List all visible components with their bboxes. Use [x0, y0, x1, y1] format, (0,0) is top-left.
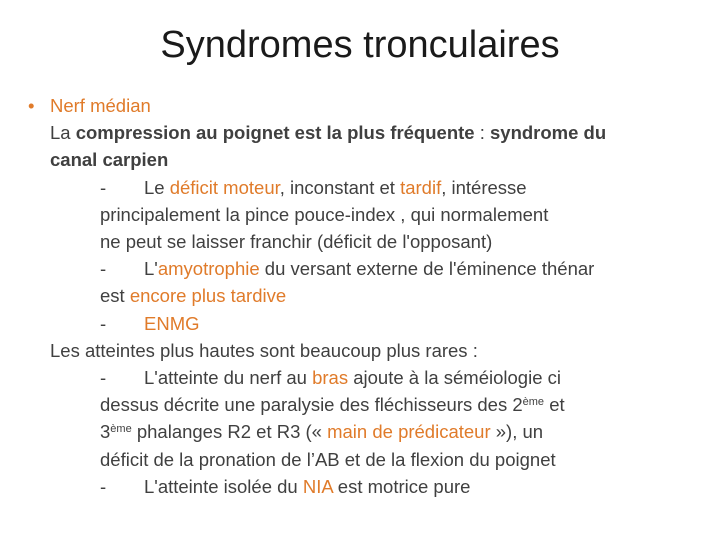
text-line: canal carpien	[50, 149, 169, 171]
text-span: , intéresse	[441, 176, 527, 198]
text-span: et	[544, 394, 565, 416]
text-span: est	[100, 285, 130, 307]
text-span: :	[474, 122, 490, 144]
dash-item	[28, 364, 708, 391]
bullet-item	[28, 92, 708, 119]
text-span: du versant externe de l'éminence thénar	[259, 258, 595, 280]
text-span: »), un	[490, 421, 544, 443]
highlight-text: tardif	[400, 176, 442, 198]
text-line: déficit de la pronation de l’AB et de la flexion du poignet	[100, 448, 556, 470]
dash-item	[28, 473, 708, 500]
text-span: 3	[100, 421, 111, 443]
text-span: L'	[144, 258, 158, 280]
dash-item	[28, 255, 708, 282]
highlight-text: encore plus tardive	[129, 285, 287, 307]
dash-marker: -	[100, 475, 107, 497]
slide-title: Syndromes tronculaires	[160, 24, 560, 66]
text-span: L'atteinte isolée du	[144, 475, 303, 497]
text-span: dessus décrite une paralysie des fléchisseurs des 2	[100, 394, 523, 416]
highlight-text: déficit moteur	[169, 176, 280, 198]
highlight-text: amyotrophie	[157, 258, 260, 280]
text-line: ne peut se laisser franchir (déficit de l'opposant)	[100, 231, 493, 253]
text-line	[28, 391, 708, 418]
text-line	[28, 282, 708, 309]
dash-item	[28, 310, 708, 337]
text-line: principalement la pince pouce-index , qui normalement	[100, 203, 549, 225]
superscript: ème	[522, 396, 545, 409]
dash-item	[28, 174, 708, 201]
text-span: Le	[144, 176, 170, 198]
highlight-text: bras	[312, 367, 349, 389]
bullet-icon: •	[28, 95, 35, 116]
text-span: ajoute à la séméiologie ci	[348, 367, 561, 389]
text-line	[28, 119, 708, 146]
dash-marker: -	[100, 258, 107, 280]
highlight-text: main de prédicateur	[327, 421, 491, 443]
highlight-text: ENMG	[144, 312, 200, 334]
bold-text: syndrome du	[490, 122, 607, 144]
text-line	[28, 418, 708, 445]
superscript: ème	[110, 423, 132, 436]
text-span: phalanges R2 et R3 («	[131, 421, 328, 443]
bullet-heading: Nerf médian	[50, 95, 151, 116]
text-line: Les atteintes plus hautes sont beaucoup plus rares :	[50, 339, 478, 361]
text-span: La	[50, 122, 76, 144]
dash-marker: -	[100, 312, 107, 334]
text-span: , inconstant et	[279, 176, 401, 198]
dash-marker: -	[100, 176, 107, 198]
bold-text: compression au poignet est la plus fréquente	[75, 122, 475, 144]
highlight-text: NIA	[302, 475, 333, 497]
dash-marker: -	[100, 367, 107, 389]
text-span: est motrice pure	[332, 475, 471, 497]
slide-body	[28, 92, 708, 500]
text-span: L'atteinte du nerf au	[144, 367, 313, 389]
